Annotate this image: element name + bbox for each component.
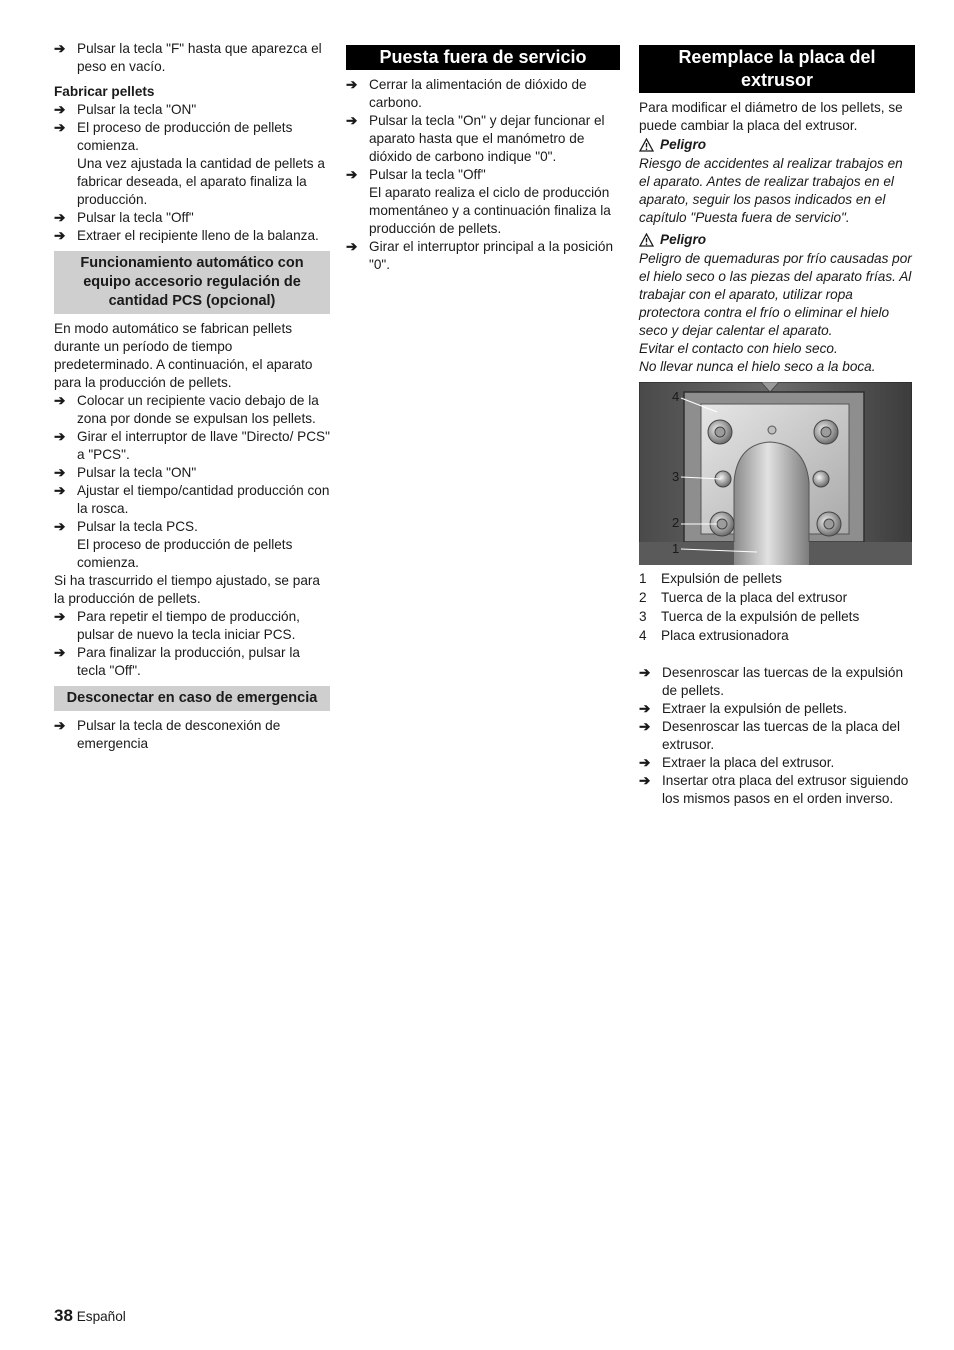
step: ➔ Para finalizar la producción, pulsar la tecla "Off". — [54, 645, 300, 678]
photo-label-4: 4 — [672, 389, 680, 404]
arrow-right-icon: ➔ — [54, 393, 66, 408]
arrow-right-icon: ➔ — [54, 645, 66, 660]
step: ➔ Pulsar la tecla PCS. — [54, 519, 198, 534]
arrow-right-icon: ➔ — [54, 228, 66, 243]
section-heading-auto: Funcionamiento automático con equipo accesorio regulación de cantidad PCS (opcional) — [54, 251, 330, 314]
arrow-right-icon: ➔ — [639, 665, 651, 680]
arrow-right-icon: ➔ — [346, 239, 358, 254]
step: ➔ Girar el interruptor principal a la posición "0". — [346, 239, 614, 272]
step-note: El proceso de producción de pellets comienza. — [77, 537, 293, 570]
photo-label-2: 2 — [672, 515, 680, 530]
warning-triangle-icon — [639, 138, 654, 152]
step: ➔ El proceso de producción de pellets comienza. — [54, 120, 293, 153]
arrow-right-icon: ➔ — [54, 210, 66, 225]
legend-item: 4 Placa extrusionadora — [639, 628, 789, 643]
step-note: El aparato realiza el ciclo de producción momentáneo y a continuación finaliza la producción de pellets. — [369, 185, 611, 236]
step: ➔ Pulsar la tecla "ON" — [54, 465, 197, 480]
arrow-right-icon: ➔ — [54, 102, 66, 117]
step: ➔ Insertar otra placa del extrusor siguiendo los mismos pasos en el orden inverso. — [639, 773, 909, 806]
arrow-right-icon: ➔ — [54, 718, 66, 733]
danger-heading: Peligro — [639, 136, 915, 154]
arrow-right-icon: ➔ — [639, 701, 651, 716]
footer-language: Español — [76, 1309, 126, 1324]
arrow-right-icon: ➔ — [54, 429, 66, 444]
photo-label-3: 3 — [672, 469, 680, 484]
arrow-right-icon: ➔ — [639, 773, 651, 788]
subheading-fabricar: Fabricar pellets — [54, 84, 155, 99]
legend-item: 1 Expulsión de pellets — [639, 571, 782, 586]
section-heading-emergency: Desconectar en caso de emergencia — [54, 686, 330, 711]
danger-text: Evitar el contacto con hielo seco. — [639, 341, 838, 356]
section-heading-extruder: Reemplace la placa del extrusor — [639, 45, 915, 93]
step: ➔ Girar el interruptor de llave "Directo/ PCS" a "PCS". — [54, 429, 330, 462]
photo-legend — [639, 570, 915, 645]
photo-label-1: 1 — [672, 541, 680, 556]
column-middle — [346, 40, 620, 274]
step: ➔ Extraer la placa del extrusor. — [639, 755, 835, 770]
danger-text: No llevar nunca el hielo seco a la boca. — [639, 359, 876, 374]
step: ➔ Pulsar la tecla "F" hasta que aparezca el peso en vacío. — [54, 41, 322, 74]
column-left — [54, 40, 330, 753]
step-note: Una vez ajustada la cantidad de pellets a fabricar deseada, el aparato finaliza la producción. — [77, 156, 325, 207]
step: ➔ Pulsar la tecla "On" y dejar funcionar el aparato hasta que el manómetro de dióxido de carbono indique "0". — [346, 113, 605, 164]
arrow-right-icon: ➔ — [54, 41, 66, 56]
legend-item: 3 Tuerca de la expulsión de pellets — [639, 609, 860, 624]
danger-heading: Peligro — [639, 231, 915, 249]
danger-text: Riesgo de accidentes al realizar trabajos en el aparato. Antes de realizar trabajos en el aparato, seguir los pasos indicados en el capítulo "Puesta fuera de servicio". — [639, 156, 903, 225]
paragraph: Si ha trascurrido el tiempo ajustado, se para la producción de pellets. — [54, 573, 320, 606]
arrow-right-icon: ➔ — [346, 77, 358, 92]
arrow-right-icon: ➔ — [54, 120, 66, 135]
column-right — [639, 40, 915, 808]
paragraph: Para modificar el diámetro de los pellets, se puede cambiar la placa del extrusor. — [639, 100, 903, 133]
step: ➔ Extraer la expulsión de pellets. — [639, 701, 848, 716]
step: ➔ Pulsar la tecla "Off" — [54, 210, 194, 225]
step: ➔ Cerrar la alimentación de dióxido de carbono. — [346, 77, 587, 110]
step: ➔ Pulsar la tecla "ON" — [54, 102, 197, 117]
section-heading-shutdown: Puesta fuera de servicio — [346, 45, 620, 70]
arrow-right-icon: ➔ — [54, 519, 66, 534]
page-number: 38 — [54, 1306, 73, 1325]
arrow-right-icon: ➔ — [346, 167, 358, 182]
arrow-right-icon: ➔ — [54, 483, 66, 498]
step: ➔ Ajustar el tiempo/cantidad producción con la rosca. — [54, 483, 330, 516]
arrow-right-icon: ➔ — [639, 755, 651, 770]
extruder-photo-drawing — [639, 382, 912, 565]
step: ➔ Para repetir el tiempo de producción, pulsar de nuevo la tecla iniciar PCS. — [54, 609, 300, 642]
arrow-right-icon: ➔ — [54, 609, 66, 624]
step: ➔ Pulsar la tecla "Off" — [346, 167, 486, 182]
step: ➔ Extraer el recipiente lleno de la balanza. — [54, 228, 319, 243]
extruder-photo — [639, 382, 912, 565]
steps-extruder — [639, 664, 915, 808]
step: ➔ Pulsar la tecla de desconexión de emergencia — [54, 718, 281, 751]
danger-text: Peligro de quemaduras por frío causadas por el hielo seco o las piezas del aparato frías. Al trabajar con el aparato, utilizar ropa protectora contra el frío o eliminar el hielo seco y dejar calentar el aparato. — [639, 251, 912, 338]
warning-triangle-icon — [639, 233, 654, 247]
page-footer — [54, 1307, 126, 1326]
step: ➔ Desenroscar las tuercas de la placa del extrusor. — [639, 719, 901, 752]
arrow-right-icon: ➔ — [54, 465, 66, 480]
step: ➔ Colocar un recipiente vacio debajo de la zona por donde se expulsan los pellets. — [54, 393, 319, 426]
legend-item: 2 Tuerca de la placa del extrusor — [639, 590, 848, 605]
arrow-right-icon: ➔ — [346, 113, 358, 128]
arrow-right-icon: ➔ — [639, 719, 651, 734]
paragraph: En modo automático se fabrican pellets durante un período de tiempo predeterminado. A continuación, el aparato para la producción de pellets. — [54, 321, 313, 390]
step: ➔ Desenroscar las tuercas de la expulsión de pellets. — [639, 665, 904, 698]
